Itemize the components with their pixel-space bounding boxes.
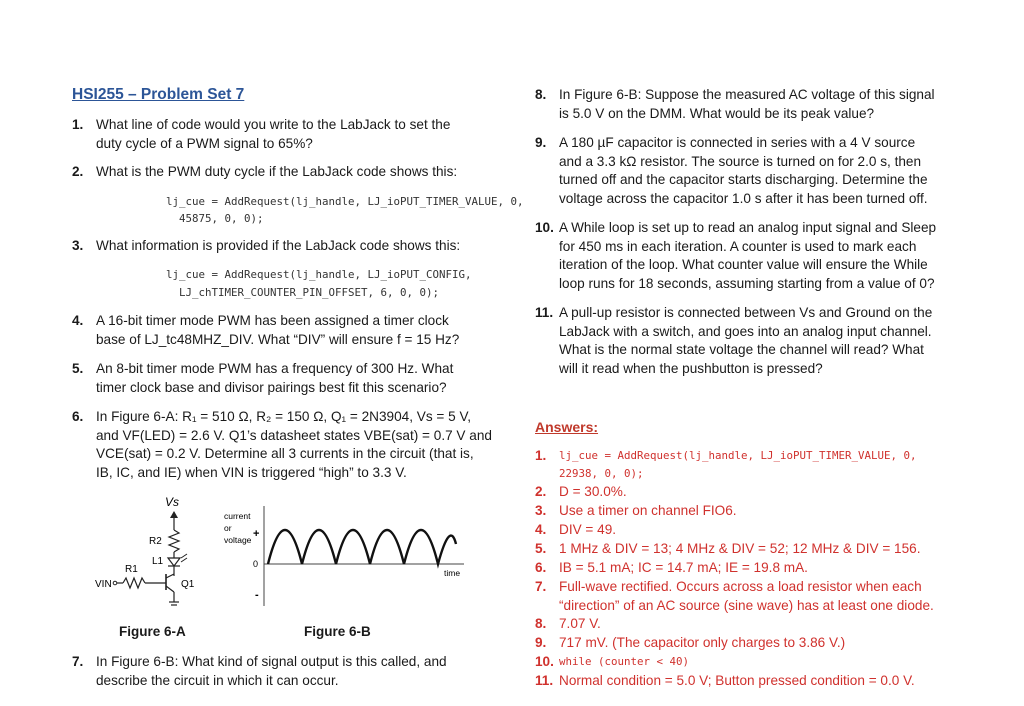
answer-number: 3. [535,503,547,518]
code-line: lj_cue = AddRequest(lj_handle, LJ_ioPUT_TIMER_VALUE, 0, [166,195,524,208]
graph-zero: 0 [253,559,259,569]
question-text: VCE(sat) = 0.2 V. Determine all 3 currents in the circuit (that is, [96,446,474,461]
figure-6a-circuit [95,492,205,612]
figure-6b-label: Figure 6-B [304,624,371,639]
question-text: and a 3.3 kΩ resistor. The source is turned on for 2.0 s, then [559,153,922,169]
question-text: timer clock base and divisor pairings best fit this scenario? [96,379,447,395]
r1-label: R1 [125,564,138,575]
answer-number: 4. [535,522,547,537]
graph-ylabel: voltage [224,535,252,545]
graph-ylabel: current [224,511,251,521]
question-text: An 8-bit timer mode PWM has a frequency of 300 Hz. What [96,361,454,376]
question-text: A 180 µF capacitor is connected in series with a 4 V source [559,135,916,150]
question-text: In Figure 6-B: What kind of signal output is this called, and [96,654,447,669]
question-text: describe the circuit in which it can occur. [96,672,339,688]
r2-label: R2 [149,536,162,547]
l1-label: L1 [152,556,164,567]
graph-minus: - [255,589,259,601]
answer-number: 2. [535,484,547,499]
question-text: What is the normal state voltage the channel will read? What [559,342,924,357]
question-number: 3. [72,238,84,253]
question-text: is 5.0 V on the DMM. What would be its peak value? [559,105,875,121]
answer-code: while (counter < 40) [559,655,690,668]
question-text: A 16-bit timer mode PWM has been assigned a timer clock [96,313,449,328]
question-text: loop runs for 18 seconds, assuming starting from a value of 0? [559,275,935,291]
figure-6b-graph [220,500,470,610]
code-line: lj_cue = AddRequest(lj_handle, LJ_ioPUT_CONFIG, [166,268,472,281]
answer-number: 8. [535,616,547,631]
question-number: 10. [535,220,554,235]
question-number: 6. [72,409,84,424]
answer-number: 9. [535,635,547,650]
answer-text: Use a timer on channel FIO6. [559,503,737,518]
answer-number: 10. [535,654,554,669]
answer-number: 11. [535,673,554,688]
question-text: duty cycle of a PWM signal to 65%? [96,135,313,151]
question-text: turned off and the capacitor starts discharging. Determine the [559,172,928,187]
question-text: will it read when the pushbutton is pressed? [559,360,823,376]
answer-text: D = 30.0%. [559,484,627,499]
code-line: LJ_chTIMER_COUNTER_PIN_OFFSET, 6, 0, 0); [179,286,440,299]
question-number: 9. [535,135,547,150]
question-number: 11. [535,305,554,320]
answer-text: Normal condition = 5.0 V; Button pressed condition = 0.0 V. [559,673,915,688]
answer-text: DIV = 49. [559,522,617,537]
question-text: In Figure 6-B: Suppose the measured AC voltage of this signal [559,87,935,102]
answer-text: Full-wave rectified. Occurs across a load resistor when each [559,579,922,594]
answer-text: IB = 5.1 mA; IC = 14.7 mA; IE = 19.8 mA. [559,560,808,575]
question-number: 1. [72,117,84,132]
graph-ylabel: or [224,523,232,533]
question-text: LabJack with a switch, and goes into an analog input channel. [559,323,932,339]
answer-text: 7.07 V. [559,616,601,631]
answer-text: 1 MHz & DIV = 13; 4 MHz & DIV = 52; 12 MHz & DIV = 156. [559,541,921,556]
answer-code: lj_cue = AddRequest(lj_handle, LJ_ioPUT_TIMER_VALUE, 0, [559,449,917,462]
answer-number: 7. [535,579,547,594]
answer-number: 5. [535,541,547,556]
question-text: IB, IC, and IE) when VIN is triggered “high” to 3.3 V. [96,464,407,480]
question-text: for 450 ms in each iteration. A counter is used to mark each [559,238,917,254]
question-number: 7. [72,654,84,669]
figure-6a-label: Figure 6-A [119,624,186,639]
question-text: What is the PWM duty cycle if the LabJack code shows this: [96,164,458,179]
answer-number: 1. [535,448,547,463]
graph-xlabel: time [444,568,461,578]
rectified-wave [268,530,456,564]
question-text: What line of code would you write to the LabJack to set the [96,117,451,132]
answer-number: 6. [535,560,547,575]
vin-label: VIN [95,579,112,590]
answer-text: 717 mV. (The capacitor only charges to 3.86 V.) [559,635,846,650]
question-text: A pull-up resistor is connected between Vs and Ground on the [559,305,933,320]
question-text: voltage across the capacitor 1.0 s after it has been turned off. [559,190,928,206]
question-number: 4. [72,313,84,328]
question-text: What information is provided if the LabJack code shows this: [96,238,461,253]
question-number: 2. [72,164,84,179]
question-number: 5. [72,361,84,376]
question-text: iteration of the loop. What counter value will ensure the While [559,257,928,272]
question-text: base of LJ_tc48MHZ_DIV. What “DIV” will ensure f = 15 Hz? [96,331,460,347]
question-number: 8. [535,87,547,102]
page-title: HSI255 – Problem Set 7 [72,86,245,103]
vs-label: Vs [165,495,180,509]
graph-plus: + [253,528,260,540]
answer-text: “direction” of an AC source (sine wave) has at least one diode. [559,597,934,613]
code-line: 45875, 0, 0); [179,212,264,225]
question-text: In Figure 6-A: R₁ = 510 Ω, R₂ = 150 Ω, Q₁ = 2N3904, Vs = 5 V, [96,409,472,424]
q1-label: Q1 [181,579,195,590]
answer-code: 22938, 0, 0); [559,467,644,480]
question-text: and VF(LED) = 2.6 V. Q1’s datasheet states VBE(sat) = 0.7 V and [96,427,492,443]
answers-heading: Answers: [535,419,599,435]
question-text: A While loop is set up to read an analog input signal and Sleep [559,220,937,235]
